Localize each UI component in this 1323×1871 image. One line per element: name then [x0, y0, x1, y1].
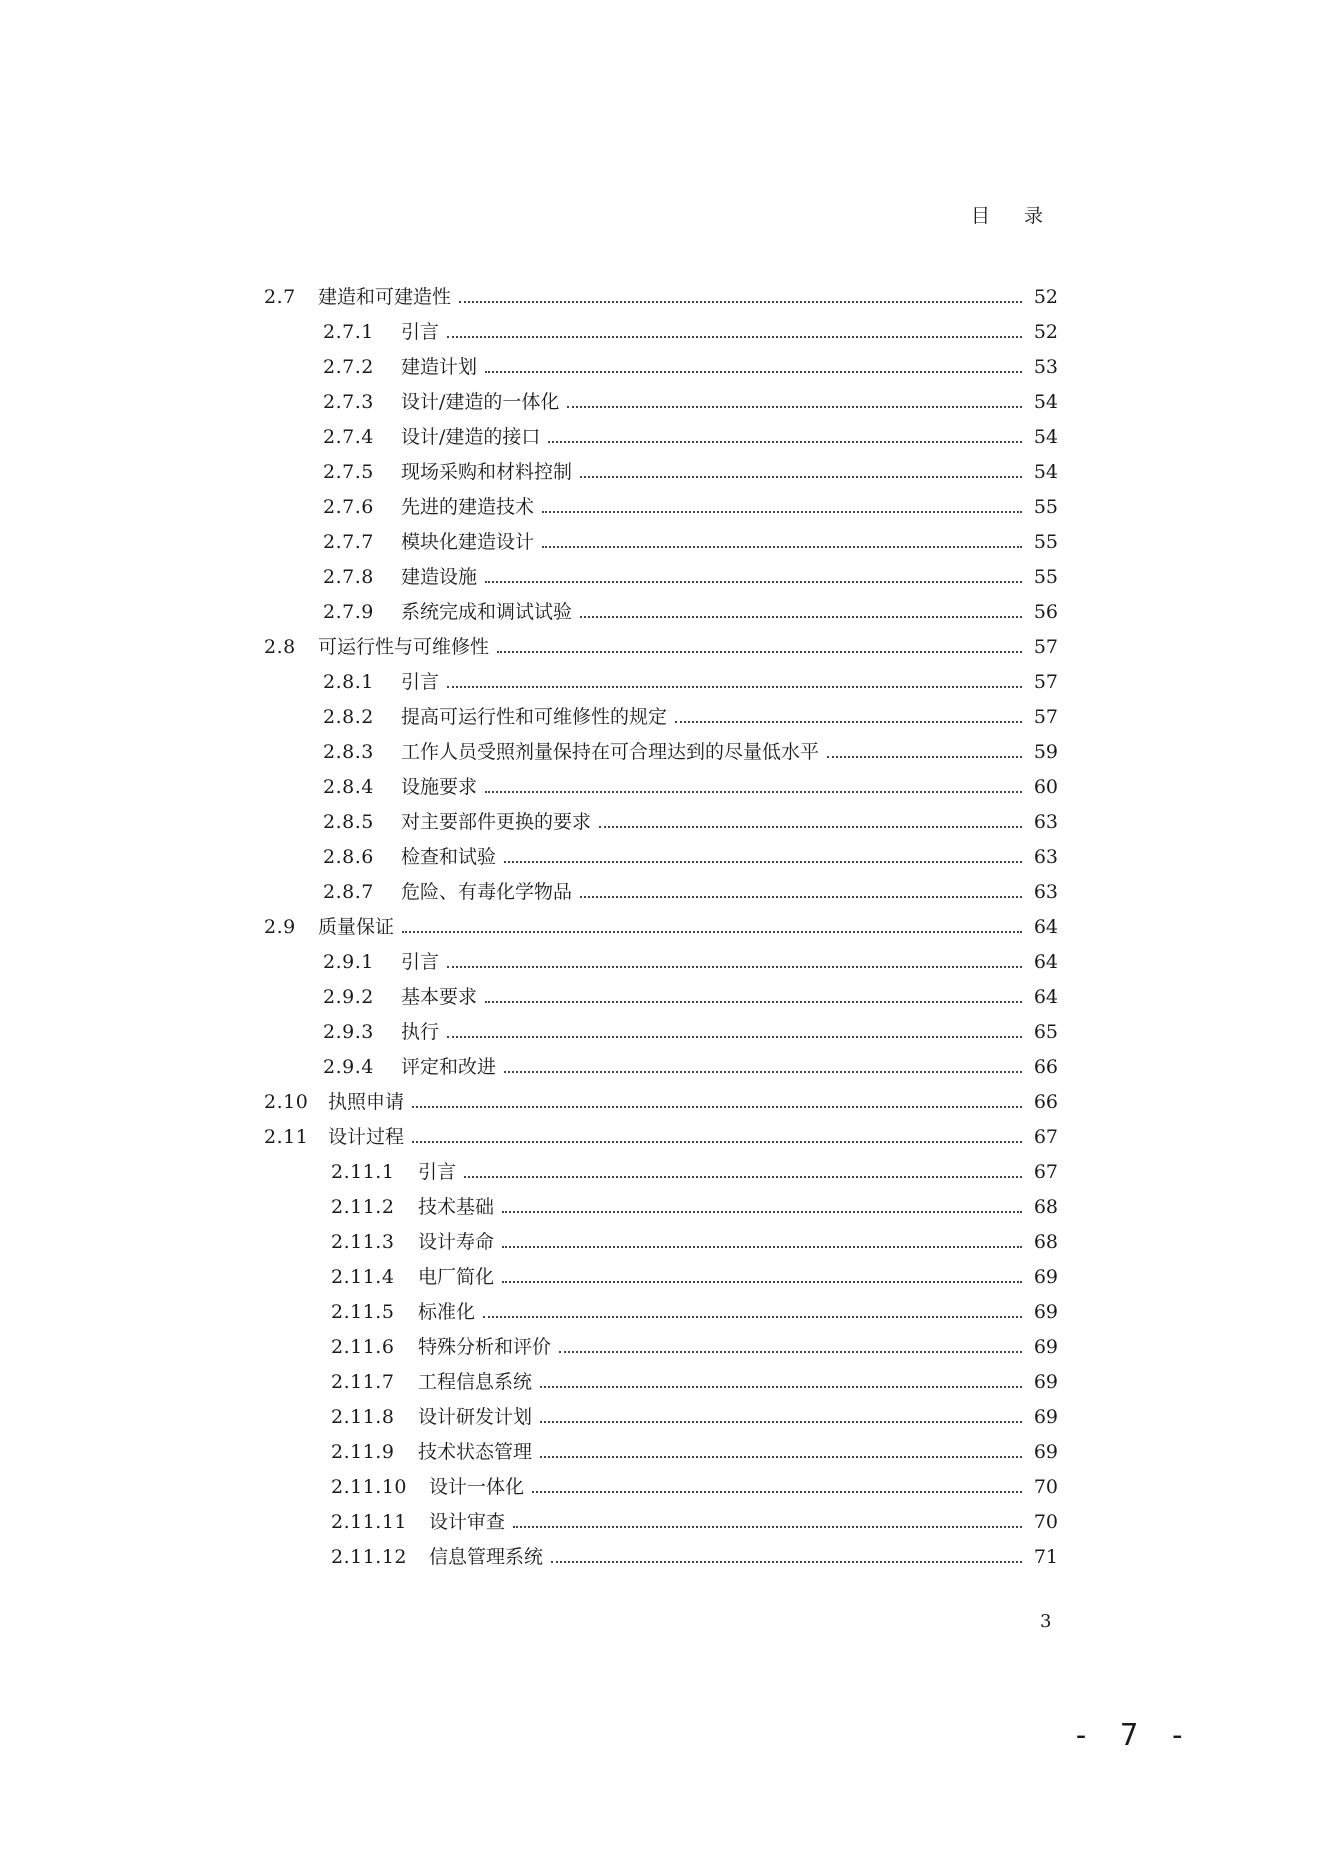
- toc-entry-number: 2.11.3: [331, 1231, 395, 1253]
- toc-entry-page: 64: [1033, 951, 1058, 973]
- toc-entry-title: 建造计划: [401, 356, 478, 378]
- dot-leader: [485, 371, 1022, 373]
- toc-entry-title: 设计寿命: [418, 1231, 495, 1253]
- toc-entry-title: 可运行性与可维修性: [318, 636, 490, 658]
- toc-entry-number: 2.9.4: [323, 1056, 374, 1078]
- toc-entry-title: 技术状态管理: [418, 1441, 533, 1463]
- toc-entry-page: 69: [1033, 1406, 1058, 1428]
- toc-entry-title: 设计过程: [328, 1126, 405, 1148]
- toc-entry[interactable]: [264, 735, 1058, 770]
- toc-entry-title: 信息管理系统: [429, 1546, 544, 1568]
- toc-entry-page: 55: [1033, 531, 1058, 553]
- toc-entry-page: 68: [1033, 1231, 1058, 1253]
- toc-entry[interactable]: [264, 525, 1058, 560]
- dot-leader: [485, 581, 1022, 583]
- toc-entry-title: 设计审查: [429, 1511, 506, 1533]
- toc-entry-title: 对主要部件更换的要求: [401, 811, 592, 833]
- toc-entry-page: 67: [1033, 1126, 1058, 1148]
- toc-entry[interactable]: [264, 1400, 1058, 1435]
- toc-entry-number: 2.7.7: [323, 531, 374, 553]
- toc-entry[interactable]: [264, 910, 1058, 945]
- toc-entry[interactable]: [264, 560, 1058, 595]
- dot-leader: [504, 1071, 1022, 1073]
- toc-entry-title: 建造和可建造性: [318, 286, 452, 308]
- toc-entry-page: 71: [1033, 1546, 1058, 1568]
- toc-entry-page: 68: [1033, 1196, 1058, 1218]
- dot-leader: [567, 406, 1022, 408]
- toc-entry-number: 2.8.7: [323, 881, 374, 903]
- page-folio: 3: [1040, 1611, 1052, 1632]
- dot-leader: [402, 931, 1022, 933]
- toc-entry[interactable]: [264, 700, 1058, 735]
- toc-entry-page: 63: [1033, 846, 1058, 868]
- toc-entry[interactable]: [264, 1435, 1058, 1470]
- toc-entry-title: 设计研发计划: [418, 1406, 533, 1428]
- toc-entry-title: 现场采购和材料控制: [401, 461, 573, 483]
- toc-entry-title: 技术基础: [418, 1196, 495, 1218]
- toc-entry[interactable]: [264, 840, 1058, 875]
- toc-entry-number: 2.8.2: [323, 706, 374, 728]
- toc-entry-title: 电厂简化: [418, 1266, 495, 1288]
- dot-leader: [540, 1386, 1022, 1388]
- toc-entry-number: 2.11.9: [331, 1441, 395, 1463]
- toc-entry-title: 执照申请: [328, 1091, 405, 1113]
- toc-entry[interactable]: [264, 385, 1058, 420]
- running-head: 目 录: [970, 205, 1057, 227]
- toc-entry-title: 危险、有毒化学物品: [401, 881, 573, 903]
- toc-entry-number: 2.9.1: [323, 951, 374, 973]
- toc-entry-page: 63: [1033, 881, 1058, 903]
- dot-leader: [447, 966, 1022, 968]
- toc-entry-title: 设计一体化: [429, 1476, 525, 1498]
- toc-entry-number: 2.11: [264, 1126, 309, 1148]
- toc-entry-number: 2.7: [264, 286, 296, 308]
- toc-entry[interactable]: [264, 1295, 1058, 1330]
- toc-entry-page: 53: [1033, 356, 1058, 378]
- toc-entry[interactable]: [264, 1225, 1058, 1260]
- dot-leader: [412, 1106, 1022, 1108]
- toc-entry-number: 2.7.9: [323, 601, 374, 623]
- toc-entry-number: 2.7.1: [323, 321, 374, 343]
- dot-leader: [497, 651, 1022, 653]
- toc-entry-number: 2.7.6: [323, 496, 374, 518]
- toc-entry-page: 69: [1033, 1371, 1058, 1393]
- dot-leader: [540, 1456, 1022, 1458]
- toc-entry[interactable]: [264, 1330, 1058, 1365]
- toc-entry-title: 执行: [401, 1021, 440, 1043]
- toc-entry[interactable]: [264, 1540, 1058, 1575]
- toc-entry-page: 69: [1033, 1336, 1058, 1358]
- toc-entry-title: 先进的建造技术: [401, 496, 535, 518]
- toc-entry-number: 2.7.2: [323, 356, 374, 378]
- toc-entry[interactable]: [264, 455, 1058, 490]
- dot-leader: [447, 686, 1022, 688]
- table-of-contents: [264, 280, 1058, 1575]
- toc-entry-page: 52: [1033, 286, 1058, 308]
- dot-leader: [542, 546, 1022, 548]
- toc-entry-number: 2.10: [264, 1091, 309, 1113]
- toc-entry[interactable]: [264, 1120, 1058, 1155]
- dot-leader: [502, 1246, 1022, 1248]
- toc-entry-page: 69: [1033, 1301, 1058, 1323]
- toc-entry-title: 工作人员受照剂量保持在可合理达到的尽量低水平: [401, 741, 820, 763]
- toc-entry-number: 2.11.4: [331, 1266, 395, 1288]
- toc-entry-number: 2.11.2: [331, 1196, 395, 1218]
- toc-entry[interactable]: [264, 1015, 1058, 1050]
- toc-entry-number: 2.11.5: [331, 1301, 395, 1323]
- toc-entry-page: 64: [1033, 986, 1058, 1008]
- toc-entry-title: 引言: [401, 951, 440, 973]
- toc-entry-number: 2.8.5: [323, 811, 374, 833]
- toc-entry[interactable]: [264, 945, 1058, 980]
- dot-leader: [559, 1351, 1022, 1353]
- toc-entry-title: 引言: [401, 321, 440, 343]
- toc-entry-title: 引言: [418, 1161, 457, 1183]
- toc-entry-page: 70: [1033, 1511, 1058, 1533]
- dot-leader: [675, 721, 1022, 723]
- toc-entry-page: 57: [1033, 671, 1058, 693]
- dot-leader: [412, 1141, 1022, 1143]
- toc-entry-number: 2.11.10: [331, 1476, 408, 1498]
- toc-entry[interactable]: [264, 1505, 1058, 1540]
- toc-entry-title: 特殊分析和评价: [418, 1336, 552, 1358]
- dot-leader: [502, 1281, 1022, 1283]
- toc-entry[interactable]: [264, 280, 1058, 315]
- dot-leader: [540, 1421, 1022, 1423]
- dot-leader: [483, 1316, 1022, 1318]
- toc-entry-number: 2.8.6: [323, 846, 374, 868]
- toc-entry-page: 66: [1033, 1056, 1058, 1078]
- dot-leader: [551, 1561, 1022, 1563]
- toc-entry[interactable]: [264, 630, 1058, 665]
- toc-entry-number: 2.8.3: [323, 741, 374, 763]
- toc-entry[interactable]: [264, 1050, 1058, 1085]
- toc-entry-page: 55: [1033, 496, 1058, 518]
- toc-entry-title: 系统完成和调试试验: [401, 601, 573, 623]
- toc-entry-page: 56: [1033, 601, 1058, 623]
- toc-entry-page: 59: [1033, 741, 1058, 763]
- toc-entry-page: 55: [1033, 566, 1058, 588]
- toc-entry-page: 54: [1033, 426, 1058, 448]
- dot-leader: [504, 861, 1022, 863]
- toc-entry[interactable]: [264, 1190, 1058, 1225]
- toc-entry-number: 2.8: [264, 636, 296, 658]
- toc-entry-page: 54: [1033, 461, 1058, 483]
- toc-entry-title: 质量保证: [318, 916, 395, 938]
- toc-entry-page: 66: [1033, 1091, 1058, 1113]
- dot-leader: [542, 511, 1022, 513]
- toc-entry-page: 65: [1033, 1021, 1058, 1043]
- toc-entry[interactable]: [264, 1470, 1058, 1505]
- toc-entry-number: 2.7.4: [323, 426, 374, 448]
- toc-entry-title: 检查和试验: [401, 846, 497, 868]
- toc-entry[interactable]: [264, 1085, 1058, 1120]
- toc-entry-page: 70: [1033, 1476, 1058, 1498]
- dot-leader: [459, 301, 1022, 303]
- toc-entry-number: 2.8.1: [323, 671, 374, 693]
- toc-entry[interactable]: [264, 315, 1058, 350]
- toc-entry-title: 基本要求: [401, 986, 478, 1008]
- toc-entry-number: 2.11.7: [331, 1371, 395, 1393]
- toc-entry-title: 工程信息系统: [418, 1371, 533, 1393]
- dot-leader: [599, 826, 1022, 828]
- toc-entry-number: 2.7.8: [323, 566, 374, 588]
- toc-entry[interactable]: [264, 490, 1058, 525]
- toc-entry-page: 57: [1033, 706, 1058, 728]
- dot-leader: [580, 476, 1022, 478]
- toc-entry-title: 设计/建造的接口: [401, 426, 541, 448]
- dot-leader: [447, 1036, 1022, 1038]
- dot-leader: [485, 1001, 1022, 1003]
- toc-entry-title: 设施要求: [401, 776, 478, 798]
- toc-entry-page: 54: [1033, 391, 1058, 413]
- toc-entry-number: 2.9.3: [323, 1021, 374, 1043]
- toc-entry-page: 57: [1033, 636, 1058, 658]
- dot-leader: [548, 441, 1022, 443]
- dot-leader: [502, 1211, 1022, 1213]
- toc-entry-title: 提高可运行性和可维修性的规定: [401, 706, 668, 728]
- dot-leader: [513, 1526, 1022, 1528]
- toc-entry-number: 2.7.5: [323, 461, 374, 483]
- toc-entry[interactable]: [264, 875, 1058, 910]
- toc-entry-number: 2.9: [264, 916, 296, 938]
- toc-entry-number: 2.11.11: [331, 1511, 408, 1533]
- toc-entry-number: 2.11.6: [331, 1336, 395, 1358]
- toc-entry[interactable]: [264, 1260, 1058, 1295]
- toc-entry-title: 引言: [401, 671, 440, 693]
- toc-entry-page: 52: [1033, 321, 1058, 343]
- dot-leader: [580, 616, 1022, 618]
- toc-entry[interactable]: [264, 595, 1058, 630]
- sheet-number: - 7 -: [1072, 1718, 1193, 1753]
- toc-entry-number: 2.11.12: [331, 1546, 408, 1568]
- toc-entry-title: 设计/建造的一体化: [401, 391, 560, 413]
- toc-entry[interactable]: [264, 1365, 1058, 1400]
- dot-leader: [580, 896, 1022, 898]
- toc-entry[interactable]: [264, 980, 1058, 1015]
- toc-entry-number: 2.11.1: [331, 1161, 395, 1183]
- toc-entry-title: 模块化建造设计: [401, 531, 535, 553]
- toc-entry[interactable]: [264, 420, 1058, 455]
- dot-leader: [485, 791, 1022, 793]
- toc-entry-title: 建造设施: [401, 566, 478, 588]
- dot-leader: [464, 1176, 1022, 1178]
- toc-entry-title: 评定和改进: [401, 1056, 497, 1078]
- toc-entry-title: 标准化: [418, 1301, 476, 1323]
- dot-leader: [827, 756, 1022, 758]
- toc-entry-page: 69: [1033, 1266, 1058, 1288]
- toc-entry[interactable]: [264, 350, 1058, 385]
- toc-entry[interactable]: [264, 665, 1058, 700]
- toc-entry-page: 63: [1033, 811, 1058, 833]
- toc-entry-number: 2.7.3: [323, 391, 374, 413]
- toc-entry[interactable]: [264, 805, 1058, 840]
- toc-entry-page: 69: [1033, 1441, 1058, 1463]
- toc-entry-number: 2.9.2: [323, 986, 374, 1008]
- toc-entry-page: 60: [1033, 776, 1058, 798]
- toc-entry[interactable]: [264, 1155, 1058, 1190]
- toc-entry-number: 2.11.8: [331, 1406, 395, 1428]
- dot-leader: [532, 1491, 1022, 1493]
- toc-entry[interactable]: [264, 770, 1058, 805]
- toc-entry-page: 67: [1033, 1161, 1058, 1183]
- toc-entry-page: 64: [1033, 916, 1058, 938]
- toc-entry-number: 2.8.4: [323, 776, 374, 798]
- dot-leader: [447, 336, 1022, 338]
